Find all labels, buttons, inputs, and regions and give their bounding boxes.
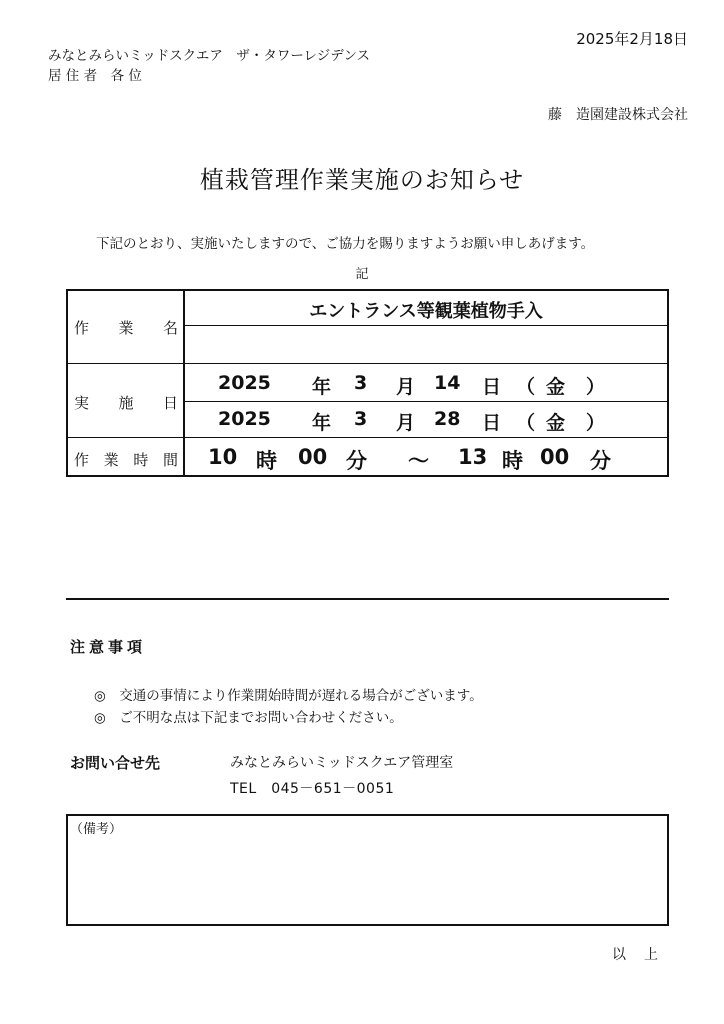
remarks-label: （備考） bbox=[70, 822, 123, 837]
table-divider bbox=[185, 401, 667, 402]
intro-text: 下記のとおり、実施いたしますので、ご協力を賜りますようお願い申しあげます。 bbox=[96, 236, 595, 252]
start-minute: 00 bbox=[298, 445, 328, 469]
label-char: 施 bbox=[118, 394, 134, 412]
closing-mark: 以上 bbox=[612, 947, 676, 963]
table-divider bbox=[68, 363, 667, 364]
notice-heading: 注意事項 bbox=[70, 638, 147, 656]
label-char: 間 bbox=[162, 451, 178, 469]
recipient bbox=[48, 46, 370, 86]
contact-label: お問い合せ先 bbox=[70, 754, 161, 772]
recipient-residents: 居 住 者 各 位 bbox=[48, 68, 142, 84]
label-char: 時 bbox=[133, 451, 149, 469]
label-char: 業 bbox=[118, 319, 134, 337]
contact-name: みなとみらいミッドスクエア管理室 bbox=[230, 755, 454, 771]
month-unit: 月 bbox=[396, 412, 416, 434]
year: 2025 bbox=[218, 408, 271, 430]
hour-unit: 時 bbox=[502, 449, 523, 473]
label-char: 業 bbox=[103, 451, 119, 469]
label-char: 作 bbox=[74, 319, 90, 337]
work-name-value: エントランス等観葉植物手入 bbox=[309, 301, 543, 322]
table-divider bbox=[185, 325, 667, 326]
start-hour: 10 bbox=[208, 445, 238, 469]
remarks-box bbox=[66, 814, 669, 926]
year-unit: 年 bbox=[312, 376, 332, 398]
schedule-table bbox=[66, 289, 669, 477]
weekday: 金 bbox=[546, 376, 566, 398]
label-char: 名 bbox=[162, 319, 178, 337]
label-char: 作 bbox=[74, 451, 90, 469]
ki-marker: 記 bbox=[355, 267, 369, 282]
weekday: 金 bbox=[546, 412, 566, 434]
company-name: 藤 造園建設株式会社 bbox=[548, 107, 688, 123]
paren-open: （ bbox=[516, 412, 536, 434]
year: 2025 bbox=[218, 372, 271, 394]
work-name-label bbox=[72, 317, 180, 338]
paren-open: （ bbox=[516, 376, 536, 398]
label-char: 日 bbox=[162, 394, 178, 412]
month-unit: 月 bbox=[396, 376, 416, 398]
document-title: 植栽管理作業実施のお知らせ bbox=[199, 166, 525, 194]
hour-unit: 時 bbox=[256, 449, 277, 473]
date-label bbox=[72, 392, 180, 413]
date-row-1 bbox=[218, 372, 606, 399]
year-unit: 年 bbox=[312, 412, 332, 434]
recipient-building: みなとみらいミッドスクエア ザ・タワーレジデンス bbox=[48, 48, 371, 64]
paren-close: ） bbox=[586, 412, 606, 434]
month: 3 bbox=[354, 372, 368, 394]
range-tilde: ～ bbox=[408, 449, 429, 473]
notice-item: ◎ 交通の事情により作業開始時間が遅れる場合がございます。 bbox=[94, 688, 483, 704]
day-unit: 日 bbox=[482, 376, 502, 398]
minute-unit: 分 bbox=[346, 449, 367, 473]
day-unit: 日 bbox=[482, 412, 502, 434]
time-value bbox=[208, 445, 618, 475]
notice-item: ◎ ご不明な点は下記までお問い合わせください。 bbox=[94, 710, 403, 726]
end-hour: 13 bbox=[458, 445, 488, 469]
date-row-2 bbox=[218, 408, 606, 435]
table-divider bbox=[68, 437, 667, 438]
label-char: 実 bbox=[74, 394, 90, 412]
day: 28 bbox=[434, 408, 461, 430]
paren-close: ） bbox=[586, 376, 606, 398]
end-minute: 00 bbox=[540, 445, 570, 469]
time-label bbox=[72, 449, 180, 470]
month: 3 bbox=[354, 408, 368, 430]
contact-phone: TEL 045－651－0051 bbox=[230, 781, 395, 797]
day: 14 bbox=[434, 372, 461, 394]
minute-unit: 分 bbox=[590, 449, 611, 473]
notice-date: 2025年2月18日 bbox=[576, 30, 688, 48]
section-divider bbox=[66, 598, 669, 600]
